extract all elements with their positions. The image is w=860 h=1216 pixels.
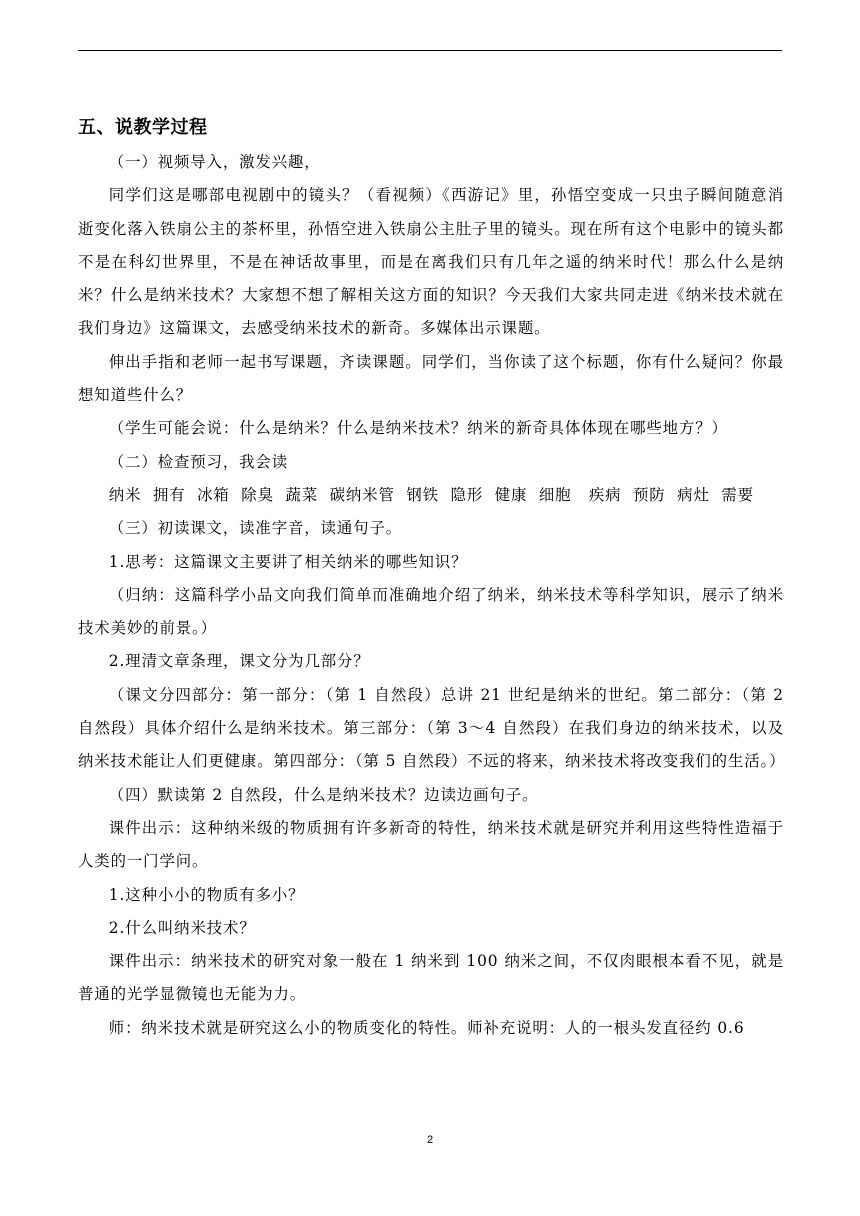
paragraph-10: 2.理清文章条理，课文分为几部分？ [108, 652, 370, 671]
paragraph-8: 1.思考：这篇课文主要讲了相关纳米的哪些知识？ [108, 552, 468, 571]
paragraph-16: 课件出示：纳米技术的研究对象一般在 1 纳米到 100 纳米之间，不仅肉眼根本看不见，就是普通的光学显微镜也无能为力。 [78, 952, 784, 1004]
paragraph-13: 课件出示：这种纳米级的物质拥有许多新奇的特性，纳米技术就是研究并利用这些特性造福于人类的一门学问。 [78, 818, 784, 871]
paragraph-7: （三）初读课文，读准字音，读通句子。 [108, 519, 403, 538]
paragraph-1: （一）视频导入，激发兴趣， [108, 153, 321, 171]
paragraph-9: （归纳：这篇科学小品文向我们简单而准确地介绍了纳米，纳米技术等科学知识，展示了纳米技术美妙的前景。） [78, 585, 784, 638]
section-heading: 五、说教学过程 [78, 117, 208, 138]
paragraph-4: （学生可能会说：什么是纳米？什么是纳米技术？纳米的新奇具体体现在哪些地方？） [108, 419, 728, 438]
page-number: 2 [426, 1134, 434, 1146]
vocabulary-list: 纳米 拥有 冰箱 除臭 蔬菜 碳纳米管 钢铁 隐形 健康 细胞 疾病 预防 病灶 需要 [108, 485, 754, 504]
paragraph-12: （四）默读第 2 自然段，什么是纳米技术？边读边画句子。 [108, 785, 539, 804]
paragraph-14: 1.这种小小的物质有多小？ [108, 885, 305, 904]
paragraph-17: 师：纳米技术就是研究这么小的物质变化的特性。师补充说明：人的一根头发直径约 0.6 [108, 1018, 745, 1037]
paragraph-3: 伸出手指和老师一起书写课题，齐读课题。同学们，当你读了这个标题，你有什么疑问？你最想知道些什么？ [78, 352, 784, 405]
paragraph-5: （二）检查预习，我会读 [108, 452, 288, 471]
document-body [78, 110, 784, 1045]
header-rule [78, 50, 782, 51]
paragraph-2: 同学们这是哪部电视剧中的镜头？（看视频）《西游记》里，孙悟空变成一只虫子瞬间随意消逝变化落入铁扇公主的茶杯里，孙悟空进入铁扇公主肚子里的镜头。现在所有这个电影中的镜头都不是在科幻世界里，不是在神话故事里，而是在离我们只有几年之遥的纳米时代！那么什么是纳米？什么是纳米技术？大家想不想了解相关这方面的知识？今天我们大家共同走进《纳米技术就在我们身边》这篇课文，去感受纳米技术的新奇。多媒体出示课题。 [78, 186, 784, 338]
paragraph-11: （课文分四部分：第一部分：（第 1 自然段）总讲 21 世纪是纳米的世纪。第二部分：（第 2 自然段）具体介绍什么是纳米技术。第三部分：（第 3～4 自然段）在我们身边的纳米技术，以及纳米技术能让人们更健康。第四部分：（第 5 自然段）不远的将来，纳米技术将改变我们的生活。） [78, 685, 786, 771]
paragraph-15: 2.什么叫纳米技术？ [108, 918, 256, 937]
